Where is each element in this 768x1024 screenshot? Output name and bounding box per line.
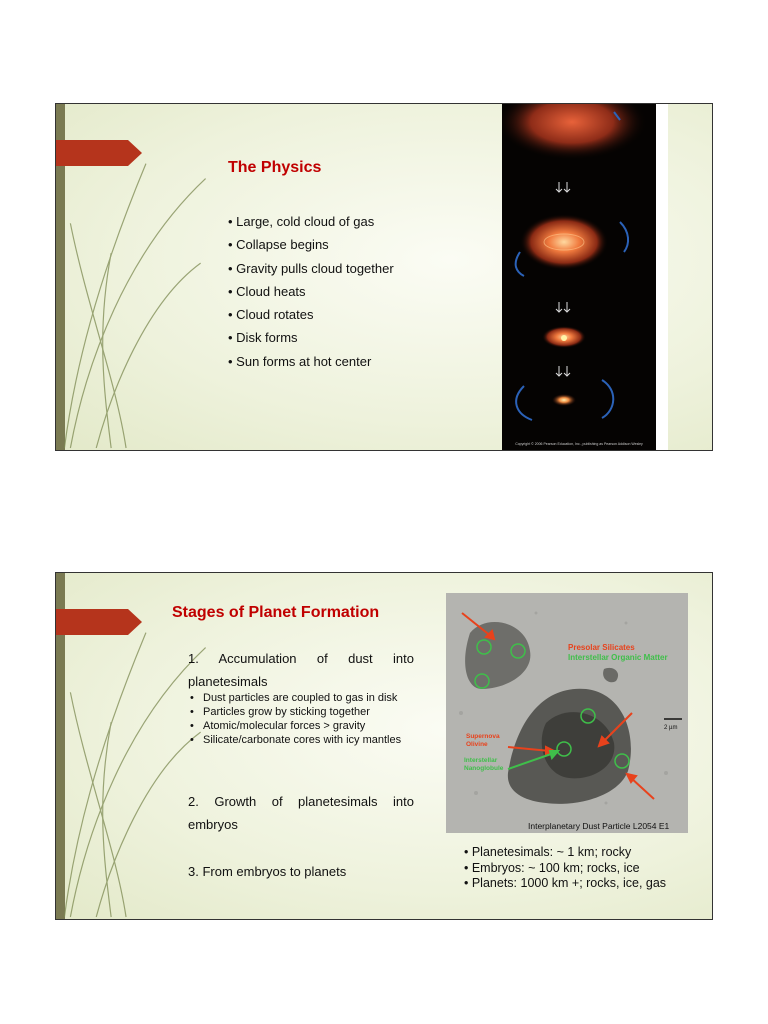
label-presolar-silicates: Presolar Silicates bbox=[568, 643, 635, 652]
title-arrow-tab bbox=[56, 140, 142, 166]
step-3-text: 3. From embryos to planets bbox=[188, 864, 347, 879]
scale-bar-label: 2 µm bbox=[664, 725, 678, 731]
step-2-text: 2. Growth of planetesimals into embryos bbox=[188, 794, 414, 832]
slide-physics bbox=[55, 103, 713, 451]
list-item: • Collapse begins bbox=[228, 237, 329, 253]
title-arrow-tab bbox=[56, 609, 142, 635]
list-item: • Gravity pulls cloud together bbox=[228, 260, 394, 276]
figure-margin bbox=[656, 104, 668, 450]
list-item: • Silicate/carbonate cores with icy mantles bbox=[188, 733, 414, 747]
list-item: • Planets: 1000 km +; rocks, ice, gas bbox=[464, 876, 667, 890]
list-item: • Large, cold cloud of gas bbox=[228, 214, 375, 229]
list-item: • Planetesimals: ~ 1 km; rocky bbox=[464, 845, 632, 859]
list-item: • Disk forms bbox=[228, 330, 298, 346]
figure-caption: Interplanetary Dust Particle L2054 E1 bbox=[528, 821, 670, 831]
list-item: • Cloud rotates bbox=[228, 307, 314, 323]
label-interstellar-organic: Interstellar Organic Matter bbox=[568, 653, 668, 662]
dust-particle-micrograph bbox=[446, 593, 688, 833]
list-item: • Sun forms at hot center bbox=[228, 353, 372, 369]
list-item: • Atomic/molecular forces > gravity bbox=[188, 719, 414, 733]
size-notes-list bbox=[464, 845, 666, 892]
slide-title: The Physics bbox=[228, 159, 322, 176]
list-item: • Particles grow by sticking together bbox=[188, 705, 414, 719]
slide-title: Stages of Planet Formation bbox=[172, 604, 380, 621]
slide-planet-formation bbox=[55, 572, 713, 920]
step-1-bullet-list bbox=[188, 691, 414, 747]
step-1-text: 1. Accumulation of dust into planetesimals bbox=[188, 651, 414, 689]
list-item: • Embryos: ~ 100 km; rocks, ice bbox=[464, 860, 640, 875]
label-supernova-olivine: Supernova Olivine bbox=[466, 733, 500, 748]
figure-credit: Copyright © 2006 Pearson Education, Inc., publishing as Pearson Addison Wesley bbox=[515, 442, 643, 446]
list-item: • Dust particles are coupled to gas in disk bbox=[188, 691, 414, 705]
label-interstellar-nanoglobule: Interstellar Nanoglobule bbox=[464, 757, 504, 772]
physics-bullet-list bbox=[228, 213, 394, 376]
cloud-collapse-illustration bbox=[502, 104, 656, 450]
list-item: • Cloud heats bbox=[228, 283, 306, 299]
